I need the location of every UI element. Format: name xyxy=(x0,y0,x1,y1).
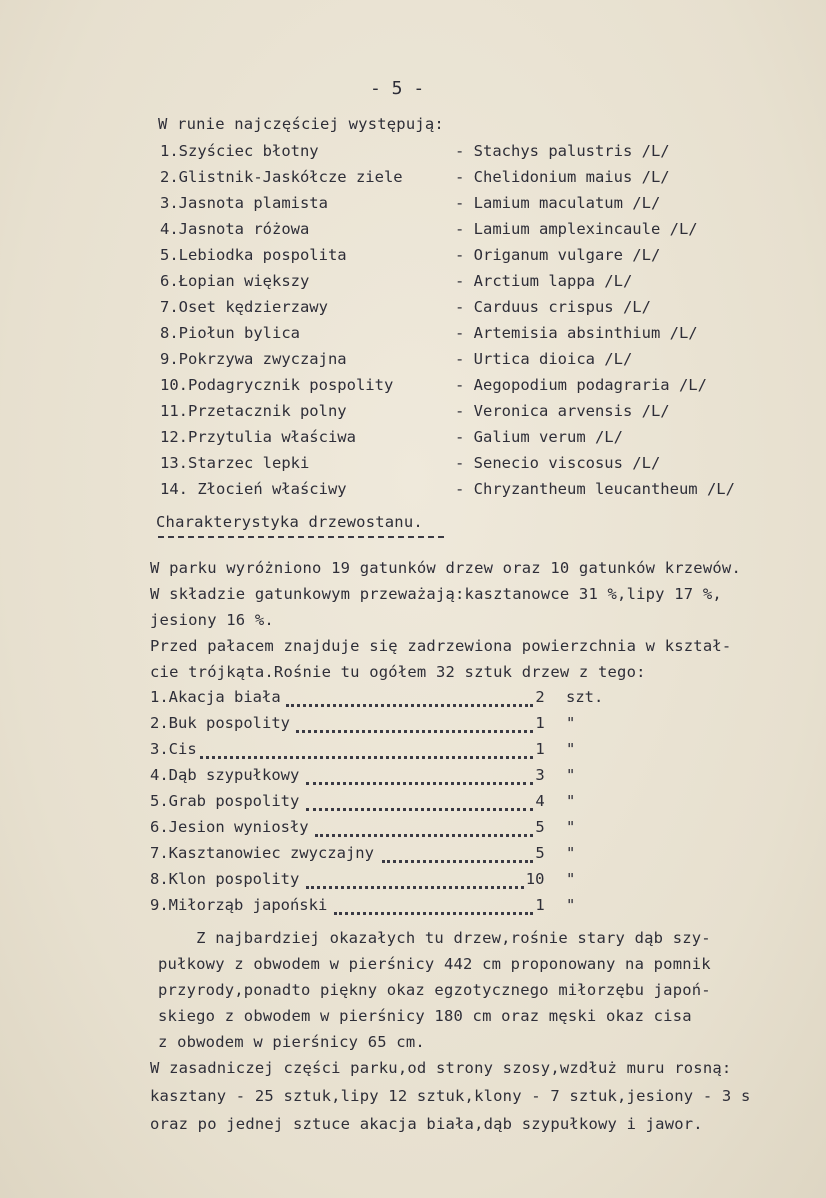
text-line: W składzie gatunkowym przeważają:kasztanowce 31 %,lipy 17 %, xyxy=(150,585,722,603)
section-heading: Charakterystyka drzewostanu. xyxy=(156,513,423,531)
plant-latin-name: - Carduus crispus /L/ xyxy=(455,298,651,316)
plant-polish-name: 3.Jasnota plamista xyxy=(160,194,328,212)
plant-latin-name: - Aegopodium podagraria /L/ xyxy=(455,376,707,394)
heading-underline xyxy=(158,536,444,538)
tree-count: 3 xyxy=(535,766,545,784)
plant-latin-name: - Arctium lappa /L/ xyxy=(455,272,633,290)
plant-polish-name: 14. Złocień właściwy xyxy=(160,480,347,498)
plant-polish-name: 2.Glistnik-Jaskółcze ziele xyxy=(160,168,403,186)
plant-latin-name: - Senecio viscosus /L/ xyxy=(455,454,661,472)
plant-polish-name: 6.Łopian większy xyxy=(160,272,310,290)
plant-latin-name: - Galium verum /L/ xyxy=(455,428,623,446)
dot-leader xyxy=(306,782,534,785)
dot-leader xyxy=(286,704,533,707)
tree-count: 1 xyxy=(535,740,545,758)
tree-name: 9.Miłorząb japoński xyxy=(150,896,328,914)
text-line: kasztany - 25 sztuk,lipy 12 sztuk,klony - 7 sztuk,jesiony - 3 s xyxy=(150,1087,751,1105)
plant-polish-name: 5.Lebiodka pospolita xyxy=(160,246,347,264)
text-line: pułkowy z obwodem w pierśnicy 442 cm proponowany na pomnik xyxy=(158,955,711,973)
tree-count: 5 xyxy=(535,844,545,862)
tree-count: 1 xyxy=(535,714,545,732)
plant-polish-name: 11.Przetacznik polny xyxy=(160,402,347,420)
plant-latin-name: - Artemisia absinthium /L/ xyxy=(455,324,698,342)
tree-count: 5 xyxy=(535,818,545,836)
plant-latin-name: - Stachys palustris /L/ xyxy=(455,142,670,160)
tree-unit: szt. xyxy=(566,688,604,706)
text-line: skiego z obwodem w pierśnicy 180 cm oraz męski okaz cisa xyxy=(158,1007,692,1025)
tree-unit: " xyxy=(566,896,576,914)
plant-polish-name: 7.Oset kędzierzawy xyxy=(160,298,328,316)
page-number: - 5 - xyxy=(370,78,425,99)
plant-polish-name: 10.Podagrycznik pospolity xyxy=(160,376,394,394)
text-line: oraz po jednej sztuce akacja biała,dąb szypułkowy i jawor. xyxy=(150,1115,703,1133)
dot-leader xyxy=(315,834,533,837)
plant-polish-name: 9.Pokrzywa zwyczajna xyxy=(160,350,347,368)
dot-leader xyxy=(334,912,533,915)
plant-latin-name: - Urtica dioica /L/ xyxy=(455,350,633,368)
plant-latin-name: - Lamium maculatum /L/ xyxy=(455,194,661,212)
text-line: cie trójkąta.Rośnie tu ogółem 32 sztuk drzew z tego: xyxy=(150,663,646,681)
plant-polish-name: 12.Przytulia właściwa xyxy=(160,428,356,446)
tree-unit: " xyxy=(566,792,576,810)
plant-polish-name: 4.Jasnota różowa xyxy=(160,220,310,238)
tree-name: 8.Klon pospolity xyxy=(150,870,300,888)
dot-leader xyxy=(200,756,533,759)
plant-latin-name: - Lamium amplexincaule /L/ xyxy=(455,220,698,238)
plant-polish-name: 8.Piołun bylica xyxy=(160,324,300,342)
plant-latin-name: - Veronica arvensis /L/ xyxy=(455,402,670,420)
text-line: W zasadniczej części parku,od strony szosy,wzdłuż muru rosną: xyxy=(150,1059,732,1077)
text-line: Przed pałacem znajduje się zadrzewiona powierzchnia w kształ- xyxy=(150,637,732,655)
tree-unit: " xyxy=(566,766,576,784)
text-line: z obwodem w pierśnicy 65 cm. xyxy=(158,1033,425,1051)
text-line: Z najbardziej okazałych tu drzew,rośnie stary dąb szy- xyxy=(158,929,711,947)
plant-latin-name: - Chelidonium maius /L/ xyxy=(455,168,670,186)
tree-name: 1.Akacja biała xyxy=(150,688,281,706)
plant-latin-name: - Chryzantheum leucantheum /L/ xyxy=(455,480,735,498)
tree-unit: " xyxy=(566,818,576,836)
dot-leader xyxy=(296,730,533,733)
dot-leader xyxy=(382,860,533,863)
tree-name: 2.Buk pospolity xyxy=(150,714,290,732)
tree-unit: " xyxy=(566,740,576,758)
tree-unit: " xyxy=(566,870,576,888)
tree-name: 7.Kasztanowiec zwyczajny xyxy=(150,844,374,862)
text-line: jesiony 16 %. xyxy=(150,611,274,629)
tree-count: 4 xyxy=(535,792,545,810)
tree-name: 3.Cis xyxy=(150,740,197,758)
tree-name: 5.Grab pospolity xyxy=(150,792,300,810)
dot-leader xyxy=(306,808,534,811)
tree-count: 1 xyxy=(535,896,545,914)
dot-leader xyxy=(306,886,524,889)
intro-line: W runie najczęściej występują: xyxy=(158,115,444,133)
tree-count: 10 xyxy=(525,870,545,888)
plant-polish-name: 13.Starzec lepki xyxy=(160,454,310,472)
plant-polish-name: 1.Szyściec błotny xyxy=(160,142,319,160)
tree-count: 2 xyxy=(535,688,545,706)
tree-name: 4.Dąb szypułkowy xyxy=(150,766,300,784)
text-line: przyrody,ponadto piękny okaz egzotycznego miłorzębu japoń- xyxy=(158,981,711,999)
plant-latin-name: - Origanum vulgare /L/ xyxy=(455,246,661,264)
tree-unit: " xyxy=(566,844,576,862)
tree-unit: " xyxy=(566,714,576,732)
text-line: W parku wyróżniono 19 gatunków drzew oraz 10 gatunków krzewów. xyxy=(150,559,741,577)
tree-name: 6.Jesion wyniosły xyxy=(150,818,309,836)
